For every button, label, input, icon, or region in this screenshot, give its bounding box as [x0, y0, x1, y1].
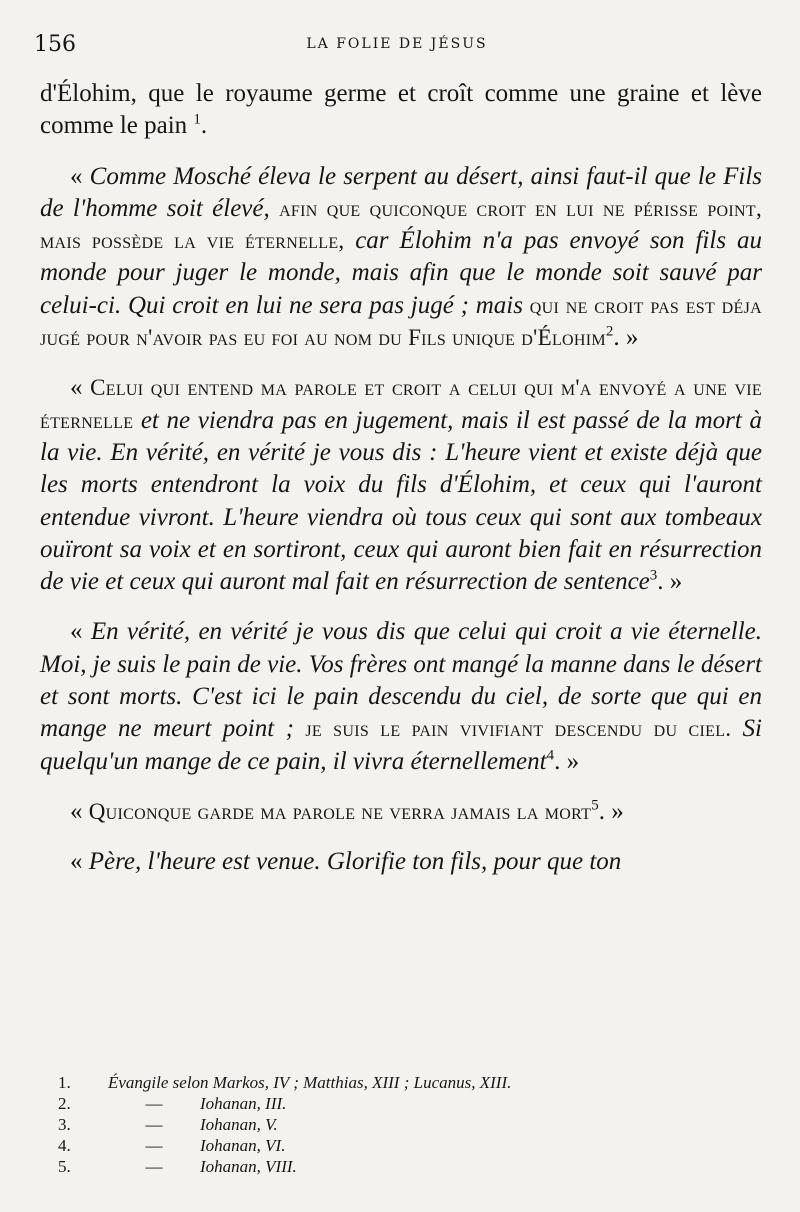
page-number: 156 — [34, 32, 76, 57]
paragraph — [40, 78, 762, 143]
paragraph — [40, 161, 762, 355]
text-run: car Élohim n'a pas envoyé son fils au monde pour juger le monde, mais afin que le monde soit sauvé par celui-ci. Qui croit en lui ne sera pas jugé ; mais — [40, 227, 762, 319]
text-run: d'Élohim, que le royaume germe et croît comme une graine et lève comme le pain — [40, 80, 762, 140]
body-text — [40, 78, 762, 879]
text-run: afin que quiconque croit en lui ne périsse point, mais possède la vie éternelle, — [40, 195, 763, 254]
footnote-text: Iohanan, VI. — [200, 1136, 286, 1155]
footnote-ref: 1 — [193, 111, 201, 128]
text-run: . » — [554, 747, 580, 775]
footnote — [58, 1093, 511, 1114]
footnote-text: Iohanan, III. — [200, 1094, 287, 1113]
footnote — [58, 1135, 511, 1156]
footnotes — [58, 1072, 511, 1177]
text-run: « — [70, 797, 89, 825]
footnote-text: Iohanan, VIII. — [200, 1157, 297, 1176]
text-run: je suis le pain vivifiant descendu du ciel. — [305, 716, 743, 742]
footnote-text: Iohanan, V. — [200, 1115, 278, 1134]
footnote-number: 4. — [58, 1136, 71, 1155]
text-run: . » — [657, 568, 683, 596]
footnote-number: 1. — [58, 1073, 71, 1092]
text-run: « — [70, 162, 90, 190]
paragraph — [40, 372, 762, 598]
footnote — [58, 1156, 511, 1177]
text-run: Si quelqu'un mange de ce pain, il vivra éternellement — [40, 715, 762, 775]
paragraph — [40, 616, 762, 777]
text-run: Père, l'heure est venue. Glorifie ton fils, pour que ton — [88, 848, 622, 876]
footnote-ref: 3 — [649, 567, 658, 584]
footnote — [58, 1072, 511, 1093]
text-run: Quiconque garde ma parole ne verra jamais la mort — [88, 798, 592, 824]
running-title: LA FOLIE DE JÉSUS — [306, 36, 488, 52]
footnote-ditto: — — [145, 1115, 163, 1134]
text-run: Celui qui entend ma parole et croit a celui qui m'a envoyé a une vie éternelle — [40, 375, 763, 433]
footnote-ditto: — — [145, 1157, 163, 1176]
footnote-ref: 2 — [605, 323, 614, 340]
footnote-number: 5. — [58, 1157, 71, 1176]
text-run: « — [70, 374, 91, 402]
text-run: . » — [598, 797, 624, 825]
text-run: et ne viendra pas en jugement, mais il est passé de la mort à la vie. En vérité, en vérité je vous dis : L'heure vient et existe déjà que les morts entendront la voix du fils d'Élohim, et ceux qui l'auront entendue vivront. L'heure viendra où tous ceux qui sont aux tombeaux ouïront sa voix et en sortiront, ceux qui auront bien fait en résurrection de vie et ceux qui auront mal fait en résurrection de sentence — [40, 406, 763, 596]
page-header — [34, 32, 760, 58]
paragraph — [40, 796, 762, 828]
paragraph — [40, 846, 762, 878]
footnote-number: 2. — [58, 1094, 71, 1113]
text-run: qui ne croit pas est déja jugé pour n'avoir pas eu foi au nom du Fils unique d'Élohim — [40, 292, 762, 351]
footnote — [58, 1114, 511, 1135]
text-run: En vérité, en vérité je vous dis que celui qui croit a vie éternelle. Moi, je suis le pain de vie. Vos frères ont mangé la manne dans le désert et sont morts. C'est ici le pain descendu du ciel, de sorte que qui en mange ne meurt point ; — [40, 618, 763, 743]
footnote-ditto: — — [145, 1094, 163, 1113]
footnote-ref: 4 — [546, 747, 555, 764]
footnote-ditto: — — [145, 1136, 163, 1155]
footnote-text: Évangile selon Markos, IV ; Matthias, XIII ; Lucanus, XIII. — [108, 1073, 512, 1092]
text-run: « — [70, 618, 91, 646]
text-run: . — [200, 112, 208, 140]
footnote-ref: 5 — [591, 797, 599, 814]
text-run: . » — [613, 324, 639, 352]
footnote-number: 3. — [58, 1115, 71, 1134]
text-run: « — [70, 848, 89, 876]
text-run: Comme Mosché éleva le serpent au désert, ainsi faut-il que le Fils de l'homme soit élevé, — [40, 162, 763, 222]
